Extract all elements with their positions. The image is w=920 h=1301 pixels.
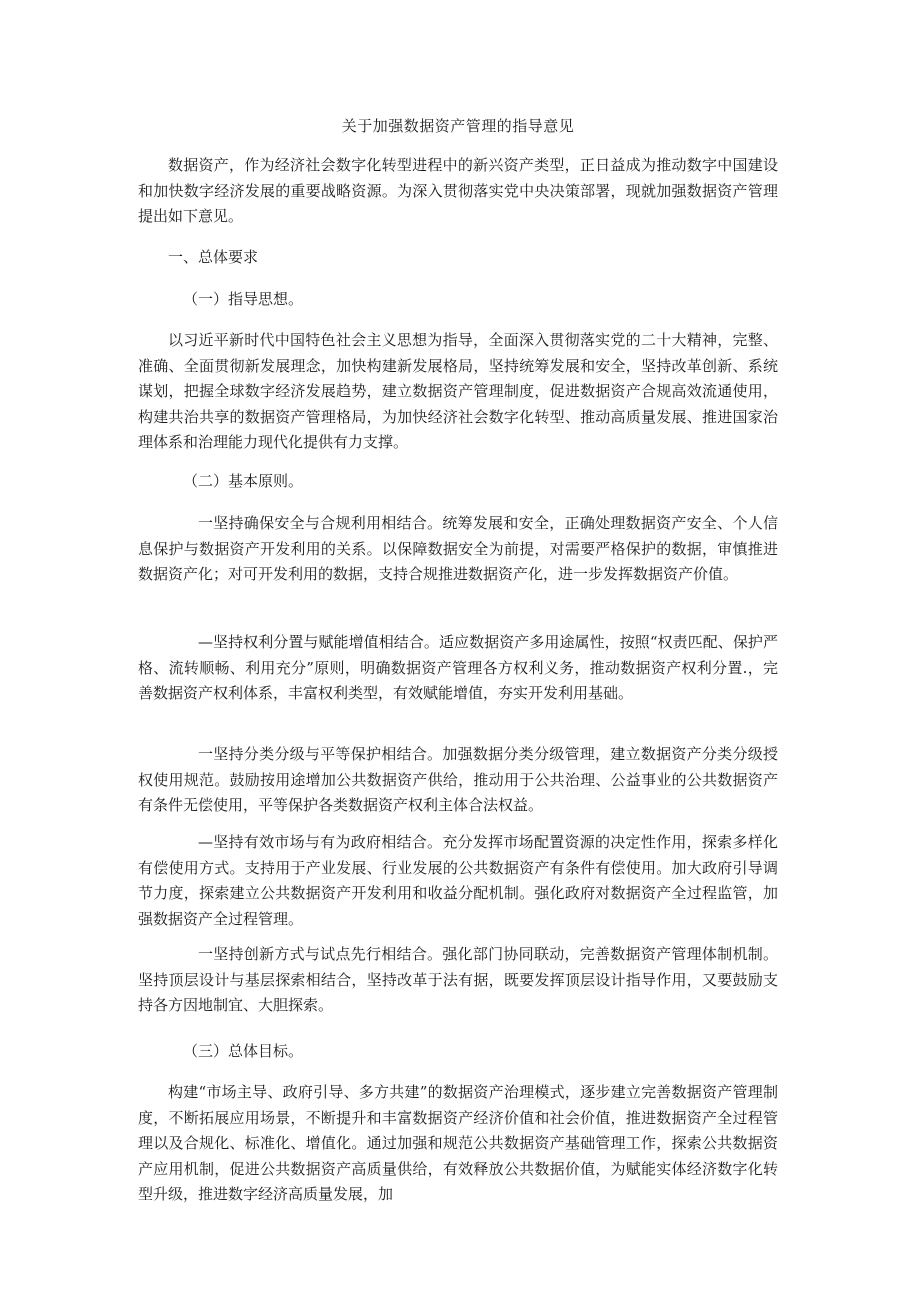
principle-paragraph: 一坚持创新方式与试点先行相结合。强化部门协同联动，完善数据资产管理体制机制。坚持顶层设计与基层探索相结合，坚持改革于法有据，既要发挥顶层设计指导作用，又要鼓励支持各方因地制宜、大胆探索。	[138, 945, 778, 1015]
principle-paragraph: —坚持权利分置与赋能增值相结合。适应数据资产多用途属性，按照“权责匹配、保护严格、流转顺畅、利用充分”原则，明确数据资产管理各方权利义务，推动数据资产权利分置.，完善数据资产权利体系，丰富权利类型，有效赋能增值，夯实开发利用基础。	[138, 633, 778, 703]
principle-paragraph: 一坚持确保安全与合规利用相结合。统筹发展和安全，正确处理数据资产安全、个人信息保护与数据资产开发利用的关系。以保障数据安全为前提，对需要严格保护的数据，审慎推进数据资产化；对可开发利用的数据，支持合规推进数据资产化，进一步发挥数据资产价值。	[138, 514, 778, 584]
overall-goals-paragraph: 构建“市场主导、政府引导、多方共建”的数据资产治理模式，逐步建立完善数据资产管理制度，不断拓展应用场景，不断提升和丰富数据资产经济价值和社会价值，推进数据资产全过程管理以及合规化、标准化、增值化。通过加强和规范公共数据资产基础管理工作，探索公共数据资产应用机制，促进公共数据资产高质量供给，有效释放公共数据价值，为赋能实体经济数字化转型升级，推进数字经济高质量发展，加	[138, 1083, 778, 1204]
subsection-heading-basic-principles: （二）基本原则。	[183, 472, 304, 490]
intro-paragraph: 数据资产，作为经济社会数字化转型进程中的新兴资产类型，正日益成为推动数字中国建设和加快数字经济发展的重要战略资源。为深入贯彻落实党中央决策部署，现就加强数据资产管理提出如下意见。	[138, 156, 778, 226]
section-heading-general-requirements: 一、总体要求	[168, 248, 259, 266]
subsection-heading-overall-goals: （三）总体目标。	[183, 1042, 304, 1060]
guiding-ideology-paragraph: 以习近平新时代中国特色社会主义思想为指导，全面深入贯彻落实党的二十大精神，完整、准确、全面贯彻新发展理念，加快构建新发展格局，坚持统筹发展和安全，坚持改革创新、系统谋划，把握全球数字经济发展趋势，建立数据资产管理制度，促进数据资产合规高效流通使用，构建共治共享的数据资产管理格局，为加快经济社会数字化转型、推动高质量发展、推进国家治理体系和治理能力现代化提供有力支撑。	[138, 331, 778, 452]
document-title: 关于加强数据资产管理的指导意见	[341, 117, 575, 135]
principle-paragraph: —坚持有效市场与有为政府相结合。充分发挥市场配置资源的决定性作用，探索多样化有偿使用方式。支持用于产业发展、行业发展的公共数据资产有条件有偿使用。加大政府引导调节力度，探索建立公共数据资产开发利用和收益分配机制。强化政府对数据资产全过程监管，加强数据资产全过程管理。	[138, 833, 778, 928]
subsection-heading-guiding-ideology: （一）指导思想。	[183, 290, 304, 308]
principle-paragraph: 一坚持分类分级与平等保护相结合。加强数据分类分级管理，建立数据资产分类分级授权使用规范。鼓励按用途增加公共数据资产供给，推动用于公共治理、公益事业的公共数据资产有条件无偿使用，平等保护各类数据资产权利主体合法权益。	[138, 745, 778, 815]
